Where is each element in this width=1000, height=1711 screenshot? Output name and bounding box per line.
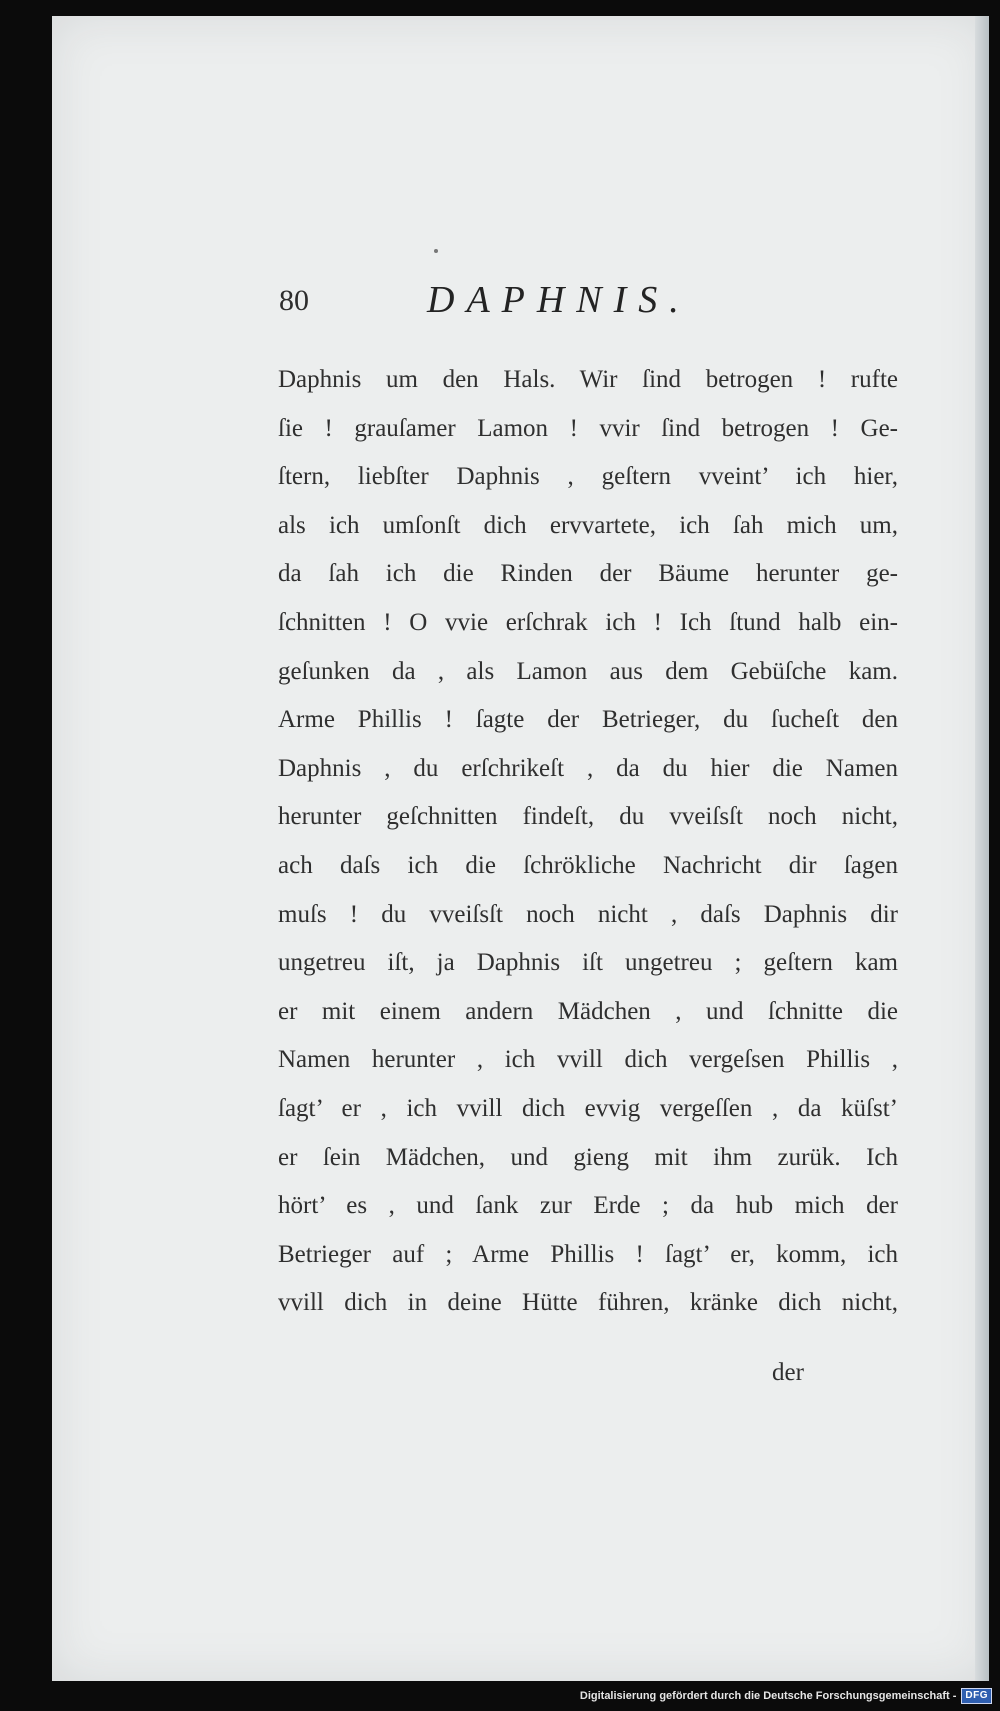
page-edge (975, 16, 989, 1681)
text-line: Arme Phillis ! ſagte der Betrieger, du ſucheſt den (278, 706, 898, 734)
page-header (279, 278, 739, 322)
text-line: geſunken da , als Lamon aus dem Gebüſche kam. (278, 657, 898, 685)
text-line: ſagt’ er , ich vvill dich evvig vergeſſen , da küſst’ (278, 1094, 898, 1122)
catchword: der (772, 1359, 804, 1386)
text-line: Daphnis , du erſchrikeſt , da du hier die Namen (278, 754, 898, 782)
text-line: ſie ! grauſamer Lamon ! vvir ſind betrogen ! Ge- (278, 414, 898, 442)
body-text (278, 356, 898, 1328)
text-line: als ich umſonſt dich ervvartete, ich ſah mich um, (278, 511, 898, 539)
text-line: er ſein Mädchen, und gieng mit ihm zurük. Ich (278, 1143, 898, 1171)
dfg-logo-icon: DFG (961, 1688, 992, 1704)
ink-speck (434, 249, 438, 253)
book-page (52, 16, 989, 1681)
text-line: da ſah ich die Rinden der Bäume herunter ge- (278, 560, 898, 588)
funding-credit: Digitalisierung gefördert durch die Deutsche Forschungsgemeinschaft - (579, 1690, 957, 1702)
page-number: 80 (279, 284, 309, 317)
text-line: muſs ! du vveiſsſt noch nicht , daſs Daphnis dir (278, 900, 898, 928)
text-line: er mit einem andern Mädchen , und ſchnitte die (278, 997, 898, 1025)
text-line: Namen herunter , ich vvill dich vergeſsen Phillis , (278, 1046, 898, 1074)
text-line: hört’ es , und ſank zur Erde ; da hub mich der (278, 1192, 898, 1220)
text-line: vvill dich in deine Hütte führen, kränke dich nicht, (278, 1289, 898, 1317)
text-line: Betrieger auf ; Arme Phillis ! ſagt’ er, komm, ich (278, 1240, 898, 1268)
text-line: herunter geſchnitten findeſt, du vveiſsſt noch nicht, (278, 803, 898, 831)
running-title: DAPHNIS. (427, 279, 691, 321)
text-line: ach daſs ich die ſchrökliche Nachricht dir ſagen (278, 851, 898, 879)
text-line: ſtern, liebſter Daphnis , geſtern vveint’ ich hier, (278, 463, 898, 491)
text-line: ſchnitten ! O vvie erſchrak ich ! Ich ſtund halb ein- (278, 608, 898, 636)
text-line: Daphnis um den Hals. Wir ſind betrogen ! rufte (278, 366, 898, 393)
text-line: ungetreu iſt, ja Daphnis iſt ungetreu ; geſtern kam (278, 949, 898, 977)
digitization-footer (580, 1687, 992, 1705)
